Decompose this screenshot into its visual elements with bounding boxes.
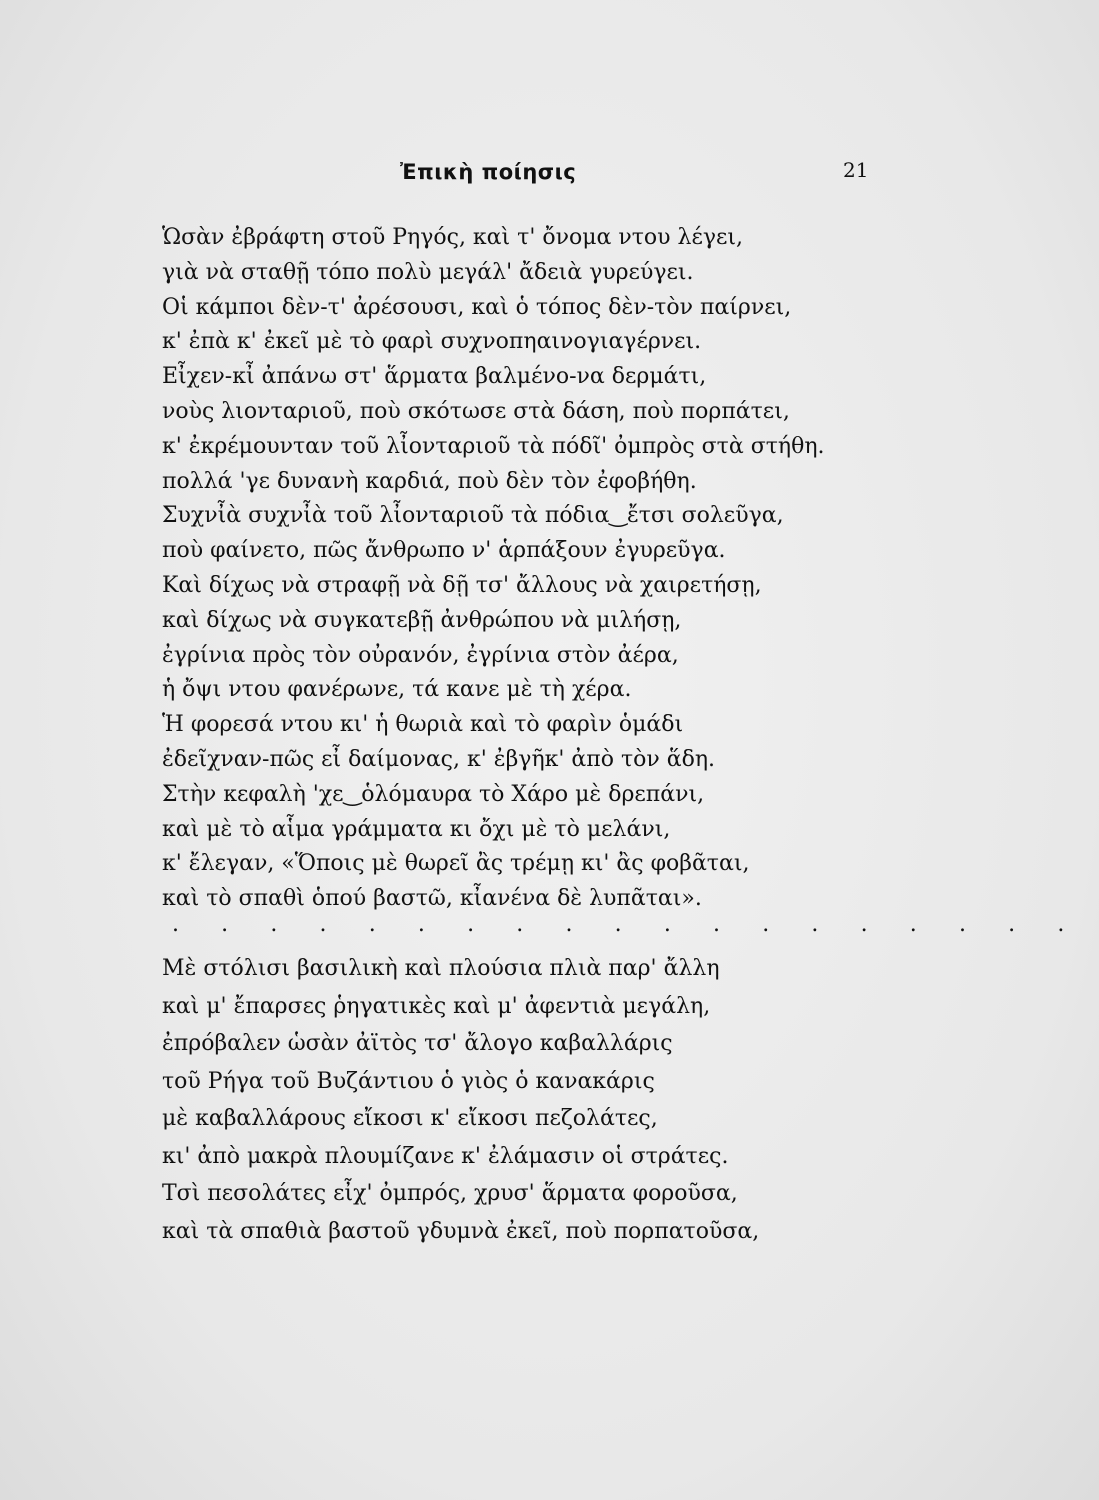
verse-line: πολλά 'γε δυνανὴ καρδιά, ποὺ δὲν τὸν ἐφοβήθη. <box>162 468 697 494</box>
verse-stanza-2 <box>162 950 882 1250</box>
verse-line: Συχνἶὰ συχνἶὰ τοῦ λἶονταριοῦ τὰ πόδια‿ἔτσι σολεῦγα, <box>162 503 784 529</box>
verse-line: τοῦ Ρήγα τοῦ Βυζάντιου ὁ γιὸς ὁ κανακάρις <box>162 1068 655 1094</box>
verse-line: Ἡ φορεσά ντου κι' ἡ θωριὰ καὶ τὸ φαρὶν ὁμάδι <box>162 712 684 738</box>
verse-line: καὶ τὰ σπαθιὰ βαστοῦ γδυμνὰ ἐκεῖ, ποὺ πορπατοῦσα, <box>162 1218 760 1244</box>
ellipsis-separator: . . . . . . . . . . . . . . . . . . . <box>172 912 1082 937</box>
verse-line: κ' ἐκρέμουνταν τοῦ λἶονταριοῦ τὰ πόδῖ' ὀμπρὸς στὰ στήθη. <box>162 433 825 459</box>
verse-line: Ὡσὰν ἐβράφτη στοῦ Ρηγός, καὶ τ' ὄνομα ντου λέγει, <box>162 225 744 250</box>
verse-line: καὶ τὸ σπαθὶ ὁπού βαστῶ, κἶανένα δὲ λυπᾶται». <box>162 886 702 912</box>
verse-line: ἡ ὄψι ντου φανέρωνε, τά κανε μὲ τὴ χέρα. <box>162 677 632 703</box>
verse-line: ἐπρόβαλεν ὡσὰν ἀϊτὸς τσ' ἄλογο καβαλλάρις <box>162 1031 673 1056</box>
verse-line: Στὴν κεφαλὴ 'χε‿ὁλόμαυρα τὸ Χάρο μὲ δρεπάνι, <box>162 781 705 807</box>
verse-line: Οἱ κάμποι δὲν-τ' ἀρέσουσι, καὶ ὁ τόπος δὲν-τὸν παίρνει, <box>162 294 792 320</box>
verse-line: καὶ δίχως νὰ συγκατεβῇ ἀνθρώπου νὰ μιλήσῃ, <box>162 607 682 633</box>
verse-line: κ' ἔλεγαν, «Ὅποις μὲ θωρεῖ ἂς τρέμῃ κι' ἂς φοβᾶται, <box>162 851 750 877</box>
verse-line: γιὰ νὰ σταθῇ τόπο πολὺ μεγάλ' ἄδειὰ γυρεύγει. <box>162 259 694 285</box>
verse-line: Τσὶ πεσολάτες εἶχ' ὀμπρός, χρυσ' ἅρματα φοροῦσα, <box>162 1181 738 1206</box>
verse-line: Εἶχεν-κἶ ἀπάνω στ' ἅρματα βαλμένο-να δερμάτι, <box>162 364 707 390</box>
verse-line: μὲ καβαλλάρους εἴκοσι κ' εἴκοσι πεζολάτες, <box>162 1106 658 1131</box>
verse-line: ἐδεῖχναν-πῶς εἶ δαίμονας, κ' ἐβγῆκ' ἀπὸ τὸν ἅδη. <box>162 746 716 772</box>
verse-line: καὶ μ' ἔπαρσες ῥηγατικὲς καὶ μ' ἀφεντιὰ μεγάλη, <box>162 993 711 1019</box>
verse-line: καὶ μὲ τὸ αἷμα γράμματα κι ὄχι μὲ τὸ μελάνι, <box>162 816 671 842</box>
verse-line: ἐγρίνια πρὸς τὸν οὐρανόν, ἐγρίνια στὸν ἀέρα, <box>162 642 679 668</box>
verse-line: Καὶ δίχως νὰ στραφῇ νὰ δῇ τσ' ἄλλους νὰ χαιρετήσῃ, <box>162 572 762 598</box>
verse-line: κι' ἀπὸ μακρὰ πλουμίζανε κ' ἐλάμασιν οἱ στράτες. <box>162 1143 729 1169</box>
verse-line: νοὺς λιονταριοῦ, ποὺ σκότωσε στὰ δάση, ποὺ πορπάτει, <box>162 398 790 424</box>
verse-line: ποὺ φαίνετο, πῶς ἄνθρωπο ν' ἁρπάξουν ἐγυρεῦγα. <box>162 538 726 564</box>
verse-line: Μὲ στόλισι βασιλικὴ καὶ πλούσια πλιὰ παρ' ἄλλη <box>162 956 720 981</box>
verse-line: κ' ἐπὰ κ' ἐκεῖ μὲ τὸ φαρὶ συχνοπηαινογιαγέρνει. <box>162 329 702 355</box>
page-number: 21 <box>843 158 869 182</box>
running-header-title: Ἐπικὴ ποίησις <box>400 160 577 184</box>
verse-stanza-1 <box>162 221 882 917</box>
